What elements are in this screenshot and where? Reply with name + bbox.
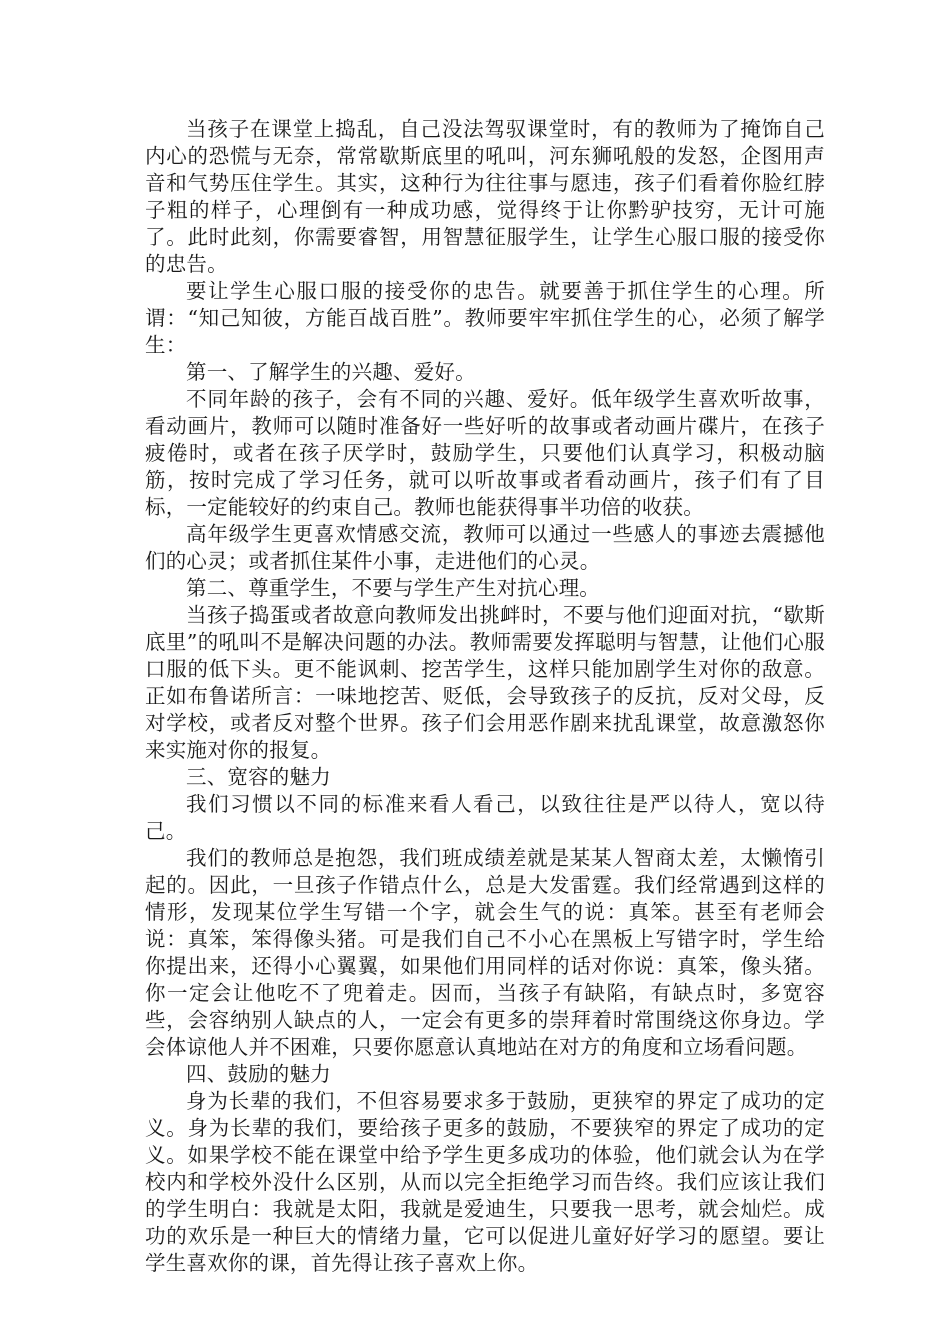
section-heading-encouragement: 四、鼓励的魅力 bbox=[186, 1062, 331, 1086]
paragraph-5: 当孩子捣蛋或者故意向教师发出挑衅时，不要与他们迎面对抗，“歇斯底里”的吼叫不是解决问题的办法。教师需要发挥聪明与智慧，让他们心服口服的低下头。更不能讽刺、挖苦学生，这样只能加剧学生对你的敌意。正如布鲁诺所言：一味地挖苦、贬低，会导致孩子的反抗，反对父母，反对学校，或者反对整个世界。孩子们会用恶作剧来扰乱课堂，故意激怒你来实施对你的报复。 bbox=[145, 603, 825, 762]
paragraph-1: 当孩子在课堂上捣乱，自己没法驾驭课堂时，有的教师为了掩饰自己内心的恐慌与无奈，常常歇斯底里的吼叫，河东狮吼般的发怒，企图用声音和气势压住学生。其实，这种行为往往事与愿违，孩子们看着你脸红脖子粗的样子，心理倒有一种成功感，觉得终于让你黔驴技穷，无计可施了。此时此刻，你需要睿智，用智慧征服学生，让学生心服口服的接受你的忠告。 bbox=[145, 117, 825, 276]
paragraph-2: 要让学生心服口服的接受你的忠告。就要善于抓住学生的心理。所谓：“知己知彼，方能百战百胜”。教师要牢牢抓住学生的心，必须了解学生： bbox=[145, 279, 825, 357]
paragraph-4: 高年级学生更喜欢情感交流，教师可以通过一些感人的事迹去震撼他们的心灵；或者抓住某件小事，走进他们的心灵。 bbox=[145, 522, 825, 573]
section-heading-respect: 第二、尊重学生，不要与学生产生对抗心理。 bbox=[186, 576, 600, 600]
paragraph-6: 我们习惯以不同的标准来看人看己，以致往往是严以待人，宽以待己。 bbox=[145, 792, 825, 843]
document-page bbox=[145, 116, 825, 1277]
paragraph-8: 身为长辈的我们，不但容易要求多于鼓励，更狭窄的界定了成功的定义。身为长辈的我们，要给孩子更多的鼓励，不要狭窄的界定了成功的定义。如果学校不能在课堂中给予学生更多成功的体验，他们就会认为在学校内和学校外没什么区别，从而以完全拒绝学习而告终。我们应该让我们的学生明白：我就是太阳，我就是爱迪生，只要我一思考，就会灿烂。成功的欢乐是一种巨大的情绪力量，它可以促进儿童好好学习的愿望。要让学生喜欢你的课，首先得让孩子喜欢上你。 bbox=[145, 1089, 825, 1275]
paragraph-7: 我们的教师总是抱怨，我们班成绩差就是某某人智商太差，太懒惰引起的。因此，一旦孩子作错点什么，总是大发雷霆。我们经常遇到这样的情形，发现某位学生写错一个字，就会生气的说：真笨。甚至有老师会说：真笨，笨得像头猪。可是我们自己不小心在黑板上写错字时，学生给你提出来，还得小心翼翼，如果他们用同样的话对你说：真笨，像头猪。你一定会让他吃不了兜着走。因而，当孩子有缺陷，有缺点时，多宽容些，会容纳别人缺点的人，一定会有更多的崇拜着时常围绕这你身边。学会体谅他人并不困难，只要你愿意认真地站在对方的角度和立场看问题。 bbox=[145, 846, 825, 1059]
paragraph-3: 不同年龄的孩子，会有不同的兴趣、爱好。低年级学生喜欢听故事，看动画片，教师可以随时准备好一些好听的故事或者动画片碟片，在孩子疲倦时，或者在孩子厌学时，鼓励学生，只要他们认真学习，积极动脑筋，按时完成了学习任务，就可以听故事或者看动画片，孩子们有了目标，一定能较好的约束自己。教师也能获得事半功倍的收获。 bbox=[145, 387, 825, 519]
section-heading-tolerance: 三、宽容的魅力 bbox=[186, 765, 331, 789]
section-heading-interests: 第一、了解学生的兴趣、爱好。 bbox=[186, 360, 476, 384]
